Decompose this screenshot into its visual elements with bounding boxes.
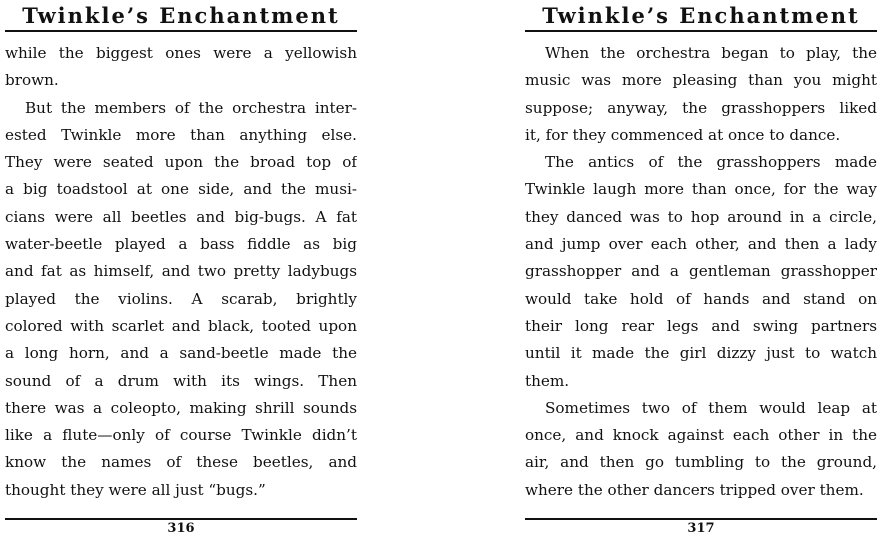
- right-page: [525, 0, 877, 540]
- text-line: would take hold of hands and stand on: [525, 289, 877, 308]
- text-line: thought they were all just “bugs.”: [5, 480, 266, 499]
- text-line: The antics of the grasshoppers made: [545, 153, 877, 172]
- text-line: water-beetle played a bass fiddle as big: [5, 235, 357, 254]
- text-line: suppose; anyway, the grasshoppers liked: [525, 98, 877, 117]
- text-line: They were seated upon the broad top of: [5, 153, 357, 172]
- text-line: When the orchestra began to play, the: [545, 44, 877, 62]
- text-line: ested Twinkle more than anything else.: [5, 125, 357, 144]
- text-line: brown.: [5, 71, 59, 90]
- text-line: them.: [525, 371, 570, 390]
- text-line: Twinkle laugh more than once, for the way: [525, 180, 877, 199]
- text-line: there was a coleopto, making shrill sounds: [5, 398, 357, 417]
- page-number: 317: [687, 521, 715, 536]
- text-line: where the other dancers tripped over them.: [525, 480, 864, 499]
- running-header: Twinkle’s Enchantment: [542, 3, 860, 28]
- text-line: air, and then go tumbling to the ground,: [525, 453, 877, 472]
- text-line: sound of a drum with its wings. Then: [5, 371, 357, 390]
- text-line: a long horn, and a sand-beetle made the: [5, 344, 357, 363]
- page-body: [525, 32, 877, 504]
- text-line: know the names of these beetles, and: [5, 453, 357, 472]
- text-line: once, and knock against each other in the: [525, 426, 877, 445]
- text-line: music was more pleasing than you might: [525, 71, 877, 90]
- text-line: and jump over each other, and then a lady: [525, 235, 877, 254]
- text-line: they danced was to hop around in a circle,: [525, 207, 877, 226]
- text-line: and fat as himself, and two pretty ladybugs: [5, 262, 357, 281]
- text-line: colored with scarlet and black, tooted upon: [5, 316, 357, 335]
- page-number: 316: [167, 521, 195, 536]
- text-line: while the biggest ones were a yellowish: [5, 44, 357, 62]
- text-line: their long rear legs and swing partners: [525, 316, 877, 335]
- text-line: it, for they commenced at once to dance.: [525, 125, 841, 144]
- page-body: [5, 32, 357, 504]
- running-header: Twinkle’s Enchantment: [22, 3, 340, 28]
- text-line: Sometimes two of them would leap at: [545, 398, 877, 417]
- text-line: grasshopper and a gentleman grasshopper: [525, 262, 877, 281]
- text-line: But the members of the orchestra inter-: [25, 98, 357, 117]
- text-line: cians were all beetles and big-bugs. A fat: [5, 207, 357, 226]
- text-line: played the violins. A scarab, brightly: [5, 289, 357, 308]
- text-line: until it made the girl dizzy just to watch: [525, 344, 877, 363]
- text-line: like a flute—only of course Twinkle didn’t: [5, 426, 357, 445]
- text-line: a big toadstool at one side, and the musi-: [5, 180, 357, 199]
- left-page: [5, 0, 357, 540]
